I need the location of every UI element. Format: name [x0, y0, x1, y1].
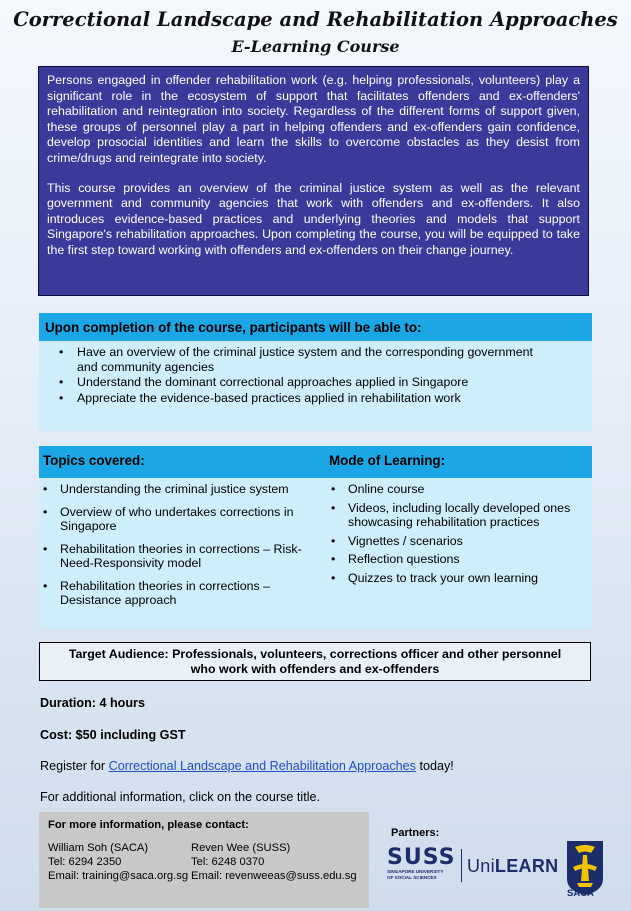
list-item — [59, 375, 547, 390]
contact-name: William Soh (SACA) — [48, 842, 149, 854]
bullet: • — [43, 482, 48, 496]
list-item — [331, 571, 581, 586]
bullet: • — [331, 482, 336, 496]
topics-mode-panel — [39, 446, 592, 629]
list-item — [331, 534, 581, 549]
contact-person-suss — [191, 841, 357, 883]
suss-small-2: OF SOCIAL SCIENCES — [387, 874, 437, 880]
outcomes-header: Upon completion of the course, participants will be able to: — [39, 313, 592, 341]
outcomes-panel — [39, 313, 592, 431]
mode-header: Mode of Learning: — [329, 453, 446, 468]
target-audience-box — [39, 642, 591, 681]
course-subtitle: E-Learning Course — [231, 37, 400, 56]
contact-header: For more information, please contact: — [48, 819, 249, 831]
list-item — [43, 482, 318, 497]
list-item — [43, 579, 318, 608]
bullet: • — [331, 500, 336, 515]
mode-text: Reflection questions — [348, 552, 460, 566]
intro-paragraph-2: This course provides an overview of the criminal justice system as well as the relevant government and community agencies that work with offenders and ex-offenders. It also introduces evidence-based practices and underlying theories and models that support Singapore's rehabilitation approaches. Upon completing the course, you will be equipped to take the first step toward working with offenders and ex-offenders on their change journey. — [47, 180, 580, 257]
mode-text: Online course — [348, 482, 425, 496]
duration: Duration: 4 hours — [40, 696, 145, 710]
list-item — [59, 391, 547, 406]
outcome-text: Understand the dominant correctional approaches applied in Singapore — [77, 375, 469, 389]
register-prefix: Register for — [40, 759, 109, 773]
topics-header: Topics covered: — [43, 453, 145, 468]
topic-text: Understanding the criminal justice system — [60, 482, 289, 496]
intro-paragraph-1: Persons engaged in offender rehabilitation work (e.g. helping professionals, volunteers) play a significant role in the ecosystem of support that facilitates offenders and ex-offenders' rehabilitation and reintegration into society. Regardless of the different forms of support given, these groups of personnel play a part in helping offenders and ex-offenders gain confidence, develop prosocial identities and learn the skills to overcome obstacles as they desist from crime/drugs and reintegrate into society. — [47, 73, 580, 165]
mode-list — [331, 482, 581, 589]
list-item — [331, 482, 581, 497]
list-item — [59, 345, 547, 374]
list-item — [43, 542, 318, 571]
additional-info: For additional information, click on the course title. — [40, 790, 320, 804]
contact-name: Reven Wee (SUSS) — [191, 842, 291, 854]
bullet: • — [59, 375, 64, 389]
topic-text: Rehabilitation theories in corrections – Desistance approach — [60, 578, 271, 607]
bullet: • — [43, 578, 48, 593]
topic-text: Overview of who undertakes corrections in Singapore — [60, 504, 294, 533]
course-title-link[interactable]: Correctional Landscape and Rehabilitation Approaches — [108, 759, 416, 773]
mode-text: Videos, including locally developed ones showcasing rehabilitation practices — [348, 500, 571, 529]
saca-text: SACA — [567, 888, 594, 899]
bullet: • — [43, 541, 48, 556]
bullet: • — [331, 533, 336, 548]
list-item — [331, 501, 581, 530]
contact-box — [39, 812, 369, 908]
list-item — [331, 552, 581, 567]
register-line — [40, 759, 454, 773]
bullet: • — [59, 345, 64, 359]
suss-small-1: SINGAPORE UNIVERSITY — [387, 869, 444, 874]
contact-tel: Tel: 6294 2350 — [48, 856, 122, 868]
mode-text: Quizzes to track your own learning — [348, 570, 539, 585]
outcome-text: Have an overview of the criminal justice system and the corresponding government and community agencies — [77, 345, 533, 374]
audience-line-2: who work with offenders and ex-offenders — [190, 662, 440, 676]
bullet: • — [331, 552, 336, 566]
contact-person-saca — [48, 841, 188, 883]
outcomes-list — [39, 341, 592, 405]
topic-text: Rehabilitation theories in corrections – Risk-Need-Responsivity model — [60, 541, 302, 570]
unilearn-uni: Uni — [467, 856, 495, 876]
bullet: • — [331, 570, 336, 585]
suss-text: SUSS — [387, 845, 456, 870]
register-suffix: today! — [415, 759, 454, 773]
unilearn-logo — [467, 856, 558, 877]
contact-email: Email: training@saca.org.sg — [48, 870, 189, 882]
bullet: • — [43, 504, 48, 519]
bullet: • — [59, 390, 64, 405]
audience-line-1: Target Audience: Professionals, volunteers, corrections officer and other personnel — [68, 647, 562, 661]
suss-wordmark — [387, 847, 457, 869]
cost: Cost: $50 including GST — [40, 728, 186, 742]
list-item — [43, 505, 318, 534]
intro-box — [38, 66, 589, 296]
contact-email: Email: revenweeas@suss.edu.sg — [191, 870, 357, 882]
outcome-text: Appreciate the evidence-based practices applied in rehabilitation work — [77, 390, 461, 405]
mode-text: Vignettes / scenarios — [348, 533, 463, 548]
contact-tel: Tel: 6248 0370 — [191, 856, 265, 868]
partners-label: Partners: — [391, 827, 440, 839]
topics-mode-header — [39, 446, 592, 478]
course-title: Correctional Landscape and Rehabilitation Approaches — [13, 8, 618, 31]
suss-logo — [387, 847, 457, 887]
unilearn-learn: LEARN — [494, 856, 559, 876]
topics-list — [43, 482, 318, 616]
logo-divider — [461, 849, 462, 882]
